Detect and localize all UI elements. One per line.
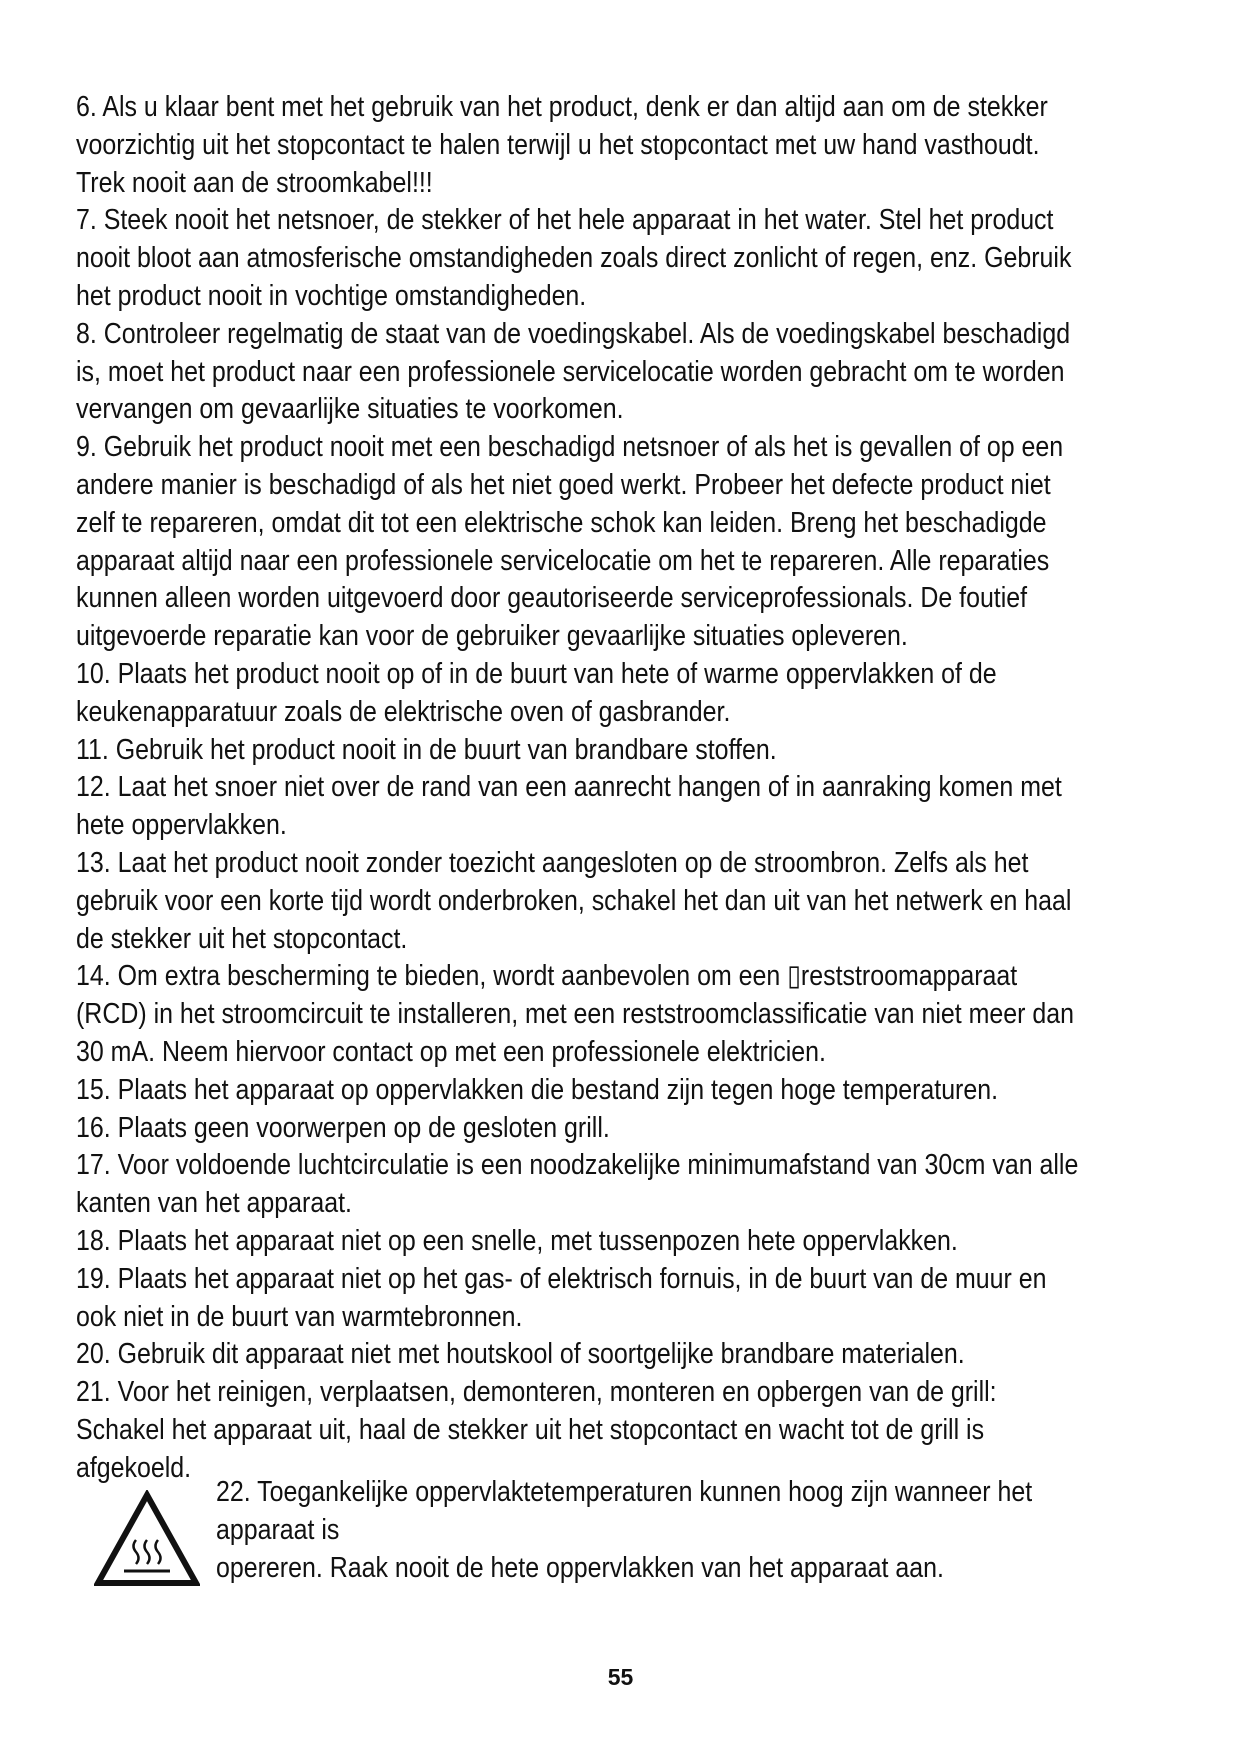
text-line: is, moet het product naar een professionele servicelocatie worden gebracht om te worden xyxy=(76,355,1065,388)
instruction-item xyxy=(76,316,1196,429)
text-line: het product nooit in vochtige omstandigheden. xyxy=(76,279,587,312)
text-line: 16. Plaats geen voorwerpen op de gesloten grill. xyxy=(76,1111,610,1144)
text-line: 19. Plaats het apparaat niet op het gas- of elektrisch fornuis, in de buurt van de muur en xyxy=(76,1262,1047,1295)
text-line: 22. Toegankelijke oppervlaktetemperaturen kunnen hoog zijn wanneer het xyxy=(216,1476,1033,1508)
text-line: 12. Laat het snoer niet over de rand van een aanrecht hangen of in aanraking komen met xyxy=(76,771,1062,804)
instruction-item xyxy=(76,732,1196,770)
instruction-item-22 xyxy=(216,1474,1176,1587)
text-line: 20. Gebruik dit apparaat niet met houtskool of soortgelijke brandbare materialen. xyxy=(76,1338,965,1371)
text-line: 30 mA. Neem hiervoor contact op met een professionele elektricien. xyxy=(76,1035,826,1068)
text-line: vervangen om gevaarlijke situaties te voorkomen. xyxy=(76,393,624,426)
text-line: hete oppervlakken. xyxy=(76,809,287,842)
page-number: 55 xyxy=(607,1664,634,1690)
text-line: de stekker uit het stopcontact. xyxy=(76,922,408,955)
instruction-item xyxy=(76,1261,1196,1337)
instruction-item xyxy=(76,958,1196,1071)
text-line: kanten van het apparaat. xyxy=(76,1187,352,1220)
instruction-item xyxy=(76,1110,1196,1148)
instruction-item xyxy=(76,1147,1196,1223)
text-line: apparaat is xyxy=(216,1513,340,1546)
instruction-item xyxy=(76,656,1196,732)
text-line: keukenapparatuur zoals de elektrische oven of gasbrander. xyxy=(76,695,731,728)
text-line: 18. Plaats het apparaat niet op een snelle, met tussenpozen hete oppervlakken. xyxy=(76,1224,958,1257)
text-line: nooit bloot aan atmosferische omstandigheden zoals direct zonlicht of regen, enz. Gebruik xyxy=(76,242,1072,275)
text-line: kunnen alleen worden uitgevoerd door geautoriseerde serviceprofessionals. De foutief xyxy=(76,582,1028,615)
instruction-item xyxy=(76,202,1196,315)
text-line: andere manier is beschadigd of als het niet goed werkt. Probeer het defecte product niet xyxy=(76,468,1051,501)
text-line: gebruik voor een korte tijd wordt onderbroken, schakel het dan uit van het netwerk en haal xyxy=(76,884,1072,917)
text-line: opereren. Raak nooit de hete oppervlakken van het apparaat aan. xyxy=(216,1551,944,1584)
text-line: 21. Voor het reinigen, verplaatsen, demonteren, monteren en opbergen van de grill: xyxy=(76,1376,997,1409)
text-line: 15. Plaats het apparaat op oppervlakken die bestand zijn tegen hoge temperaturen. xyxy=(76,1073,999,1106)
text-line: afgekoeld. xyxy=(76,1451,192,1484)
text-line: 13. Laat het product nooit zonder toezicht aangesloten op de stroombron. Zelfs als het xyxy=(76,846,1029,879)
instruction-item xyxy=(76,89,1196,202)
text-line: uitgevoerde reparatie kan voor de gebruiker gevaarlijke situaties opleveren. xyxy=(76,620,908,653)
instruction-item xyxy=(76,1072,1196,1110)
text-line: apparaat altijd naar een professionele servicelocatie om het te repareren. Alle reparaties xyxy=(76,544,1050,577)
instruction-item xyxy=(76,845,1196,958)
instruction-item xyxy=(76,429,1196,656)
instruction-item xyxy=(76,1336,1196,1374)
text-line: zelf te repareren, omdat dit tot een elektrische schok kan leiden. Breng het beschadigde xyxy=(76,506,1047,539)
hot-surface-warning-icon xyxy=(94,1490,200,1588)
text-line: Trek nooit aan de stroomkabel!!! xyxy=(76,166,433,199)
text-line: ook niet in de buurt van warmtebronnen. xyxy=(76,1300,523,1333)
instructions-list xyxy=(76,89,1196,1487)
text-line: 14. Om extra bescherming te bieden, wordt aanbevolen om een ▯reststroomapparaat xyxy=(76,960,1018,993)
instruction-item xyxy=(76,769,1196,845)
text-line: 10. Plaats het product nooit op of in de buurt van hete of warme oppervlakken of de xyxy=(76,657,997,690)
text-line: 17. Voor voldoende luchtcirculatie is een noodzakelijke minimumafstand van 30cm van alle xyxy=(76,1149,1079,1182)
text-line: voorzichtig uit het stopcontact te halen terwijl u het stopcontact met uw hand vasthoudt. xyxy=(76,128,1040,161)
text-line: 9. Gebruik het product nooit met een beschadigd netsnoer of als het is gevallen of op een xyxy=(76,431,1064,464)
instruction-item xyxy=(76,1223,1196,1261)
text-line: 11. Gebruik het product nooit in de buurt van brandbare stoffen. xyxy=(76,733,777,766)
text-line: 7. Steek nooit het netsnoer, de stekker of het hele apparaat in het water. Stel het product xyxy=(76,204,1054,237)
text-line: (RCD) in het stroomcircuit te installeren, met een reststroomclassificatie van niet meer dan xyxy=(76,998,1074,1031)
text-line: 6. Als u klaar bent met het gebruik van het product, denk er dan altijd aan om de stekker xyxy=(76,91,1048,123)
text-line: Schakel het apparaat uit, haal de stekker uit het stopcontact en wacht tot de grill is xyxy=(76,1413,985,1446)
text-line: 8. Controleer regelmatig de staat van de voedingskabel. Als de voedingskabel beschadigd xyxy=(76,317,1071,350)
instruction-item xyxy=(76,1374,1196,1487)
